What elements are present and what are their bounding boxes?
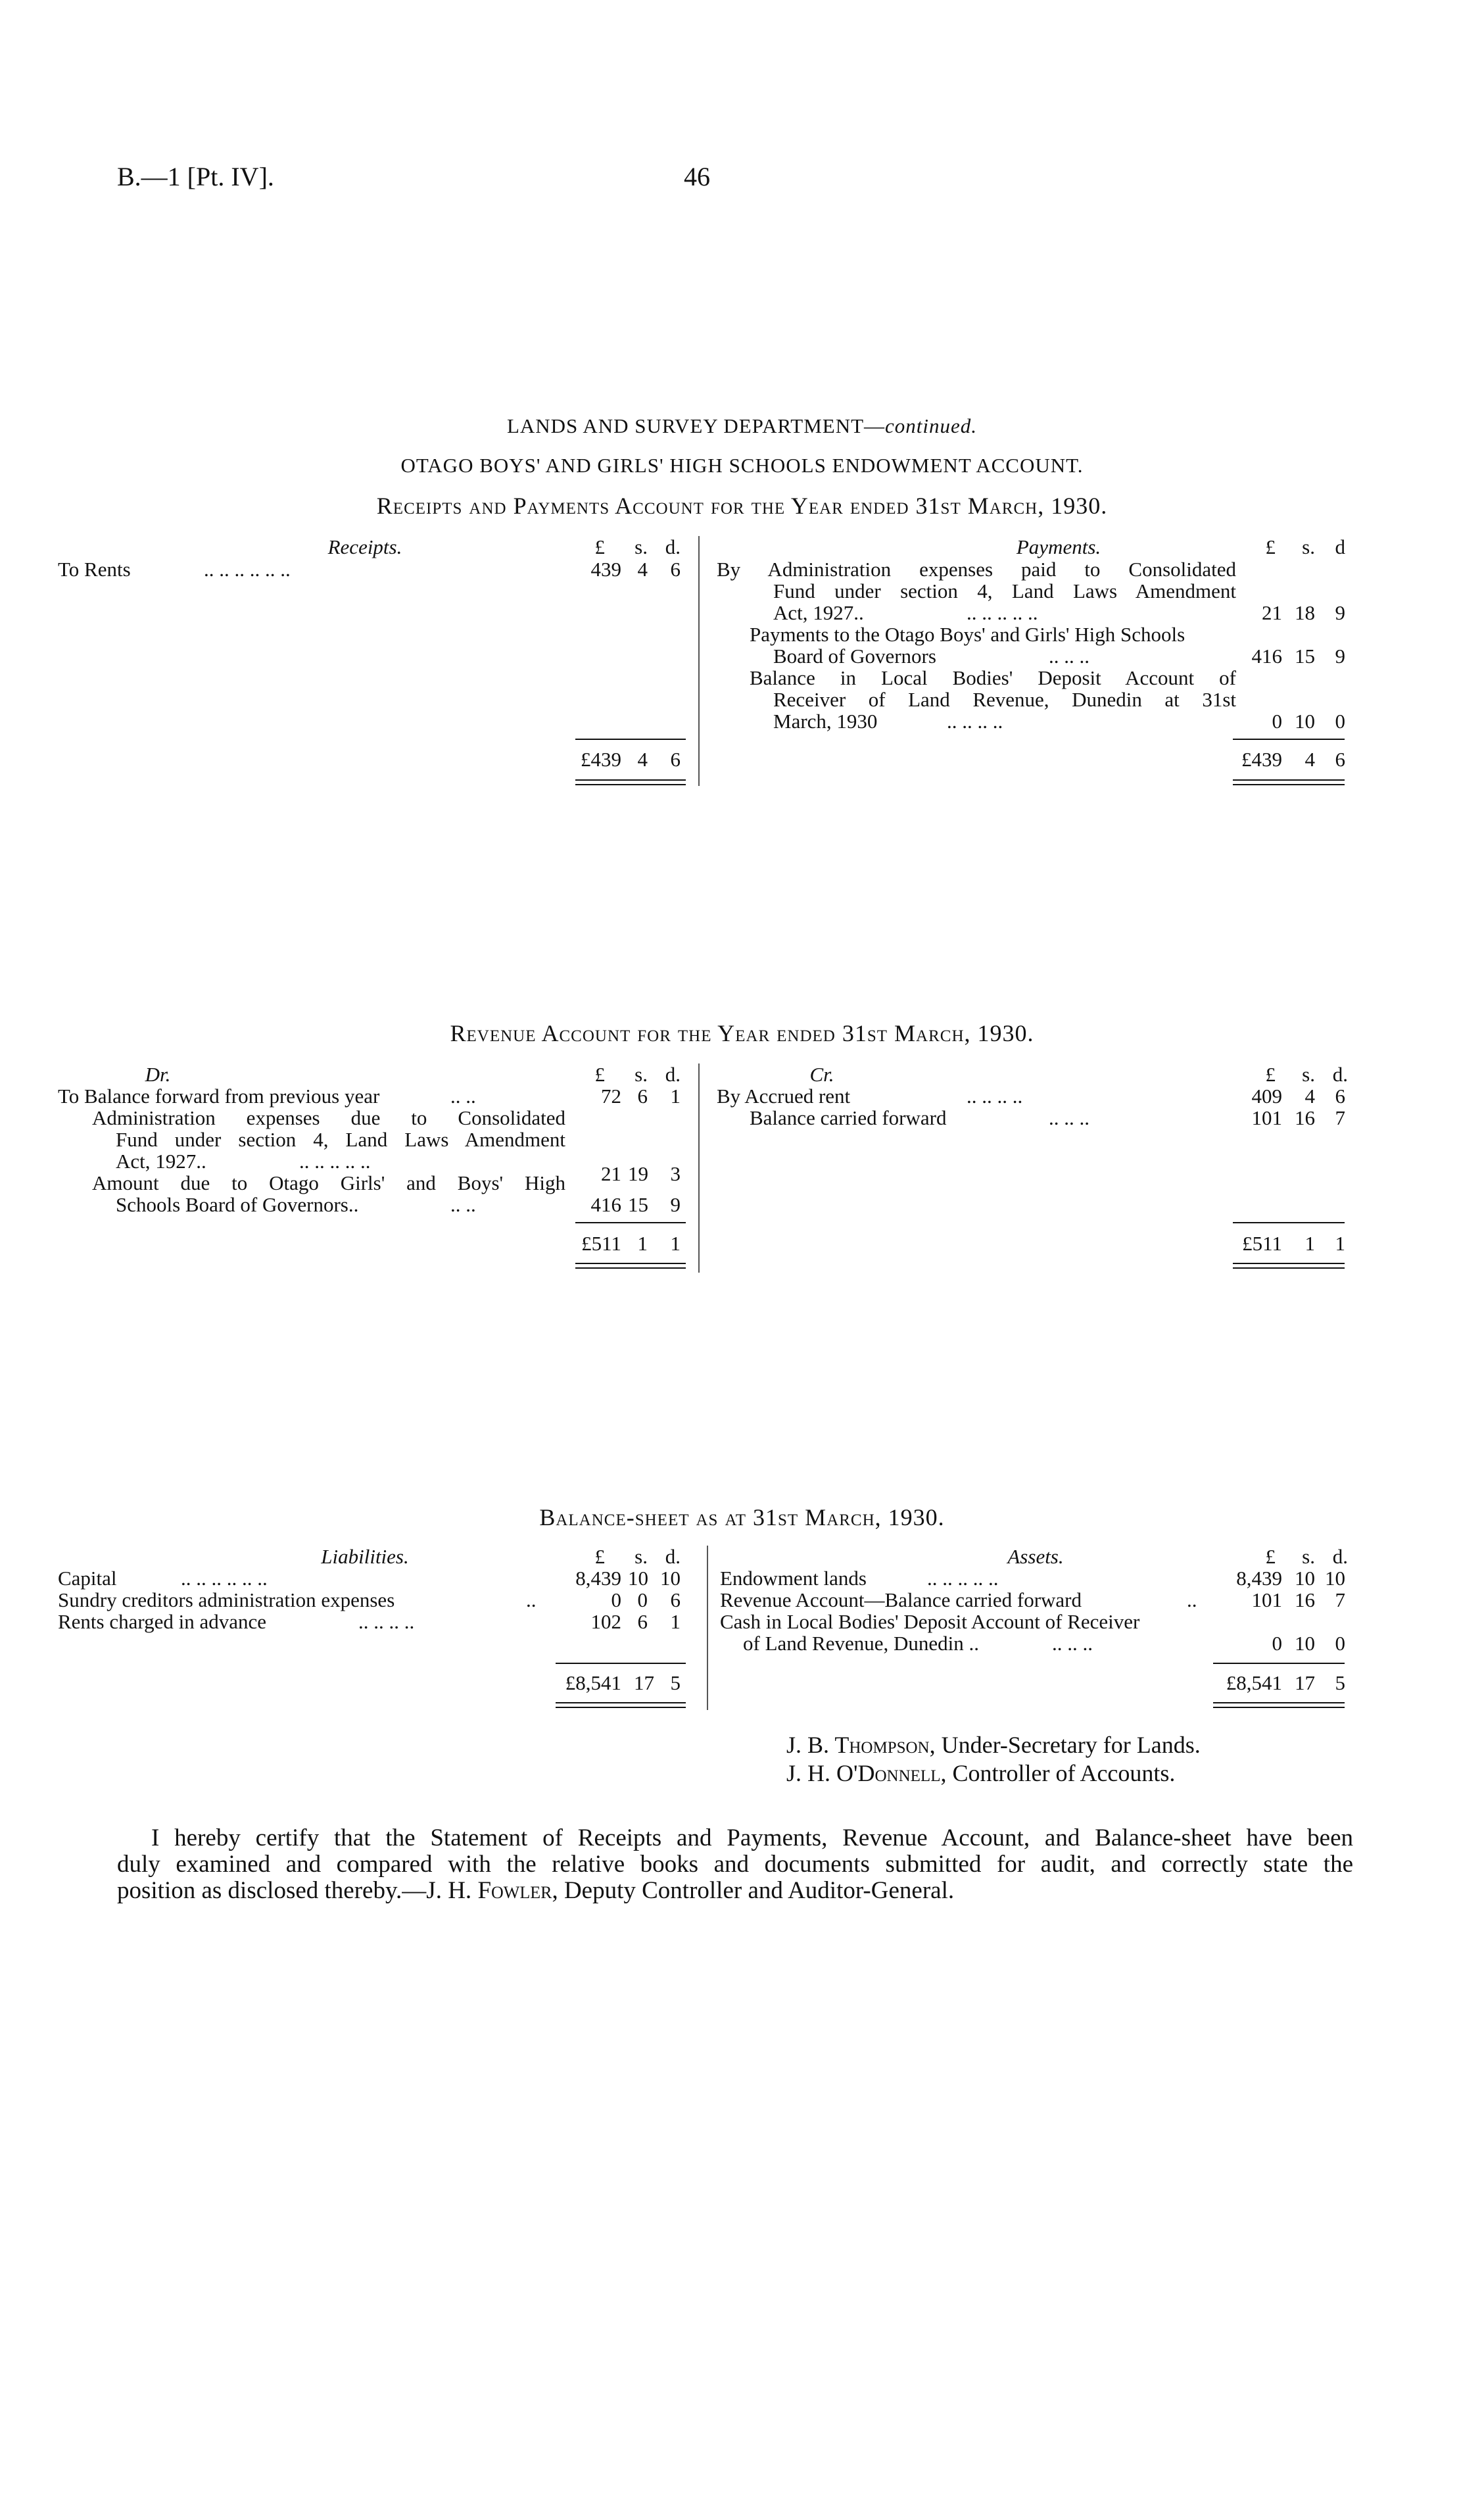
debit-1-shillings: 6 — [637, 1085, 648, 1108]
signatory-name: J. B. Thompson — [786, 1732, 930, 1758]
assets-double-rule-1 — [1213, 1702, 1345, 1703]
liability-2-pounds: 0 — [611, 1588, 621, 1611]
asset-1-pounds: 8,439 — [1236, 1567, 1282, 1590]
asset-2-pounds: 101 — [1251, 1588, 1282, 1611]
payment-2-pence: 9 — [1335, 645, 1345, 668]
liabilities-total-rule — [556, 1663, 686, 1664]
signatory-title: , Controller of Accounts. — [940, 1760, 1176, 1786]
debit-total-rule — [575, 1222, 686, 1223]
debit-1-label: To Balance forward from previous year — [58, 1085, 380, 1108]
page-reference: B.—1 [Pt. IV]. — [117, 162, 274, 191]
receipts-column-divider — [698, 536, 700, 786]
payment-1-line-1: By Administration expenses paid to Consolidated — [717, 558, 1236, 581]
signatory-title: , Under-Secretary for Lands. — [929, 1732, 1201, 1758]
debit-3-shillings: 15 — [628, 1193, 648, 1216]
credit-1-shillings: 4 — [1304, 1085, 1315, 1108]
certificate-text: position as disclosed thereby.—J. H. — [117, 1877, 478, 1904]
credit-2-label: Balance carried forward — [750, 1106, 947, 1129]
payments-total-pounds: £439 — [1241, 748, 1282, 771]
liability-1-pounds: 8,439 — [575, 1567, 621, 1590]
payments-shillings-header: s. — [1302, 535, 1315, 558]
asset-2-pence: 7 — [1335, 1588, 1345, 1611]
payment-1-pence: 9 — [1335, 601, 1345, 624]
auditor-name: Fowler — [477, 1877, 552, 1904]
receipt-pence: 6 — [670, 558, 681, 581]
asset-1-shillings: 10 — [1295, 1567, 1315, 1590]
liability-3-shillings: 6 — [637, 1610, 648, 1633]
payment-3-line-1: Balance in Local Bodies' Deposit Account of — [750, 666, 1236, 689]
credit-total-pounds: £511 — [1242, 1232, 1282, 1255]
payment-1-pounds: 21 — [1262, 601, 1282, 624]
receipt-shillings: 4 — [637, 558, 648, 581]
credit-2-pence: 7 — [1335, 1106, 1345, 1129]
credit-heading: Cr. — [809, 1063, 834, 1086]
debit-2-line-3: Act, 1927.. — [116, 1150, 206, 1173]
certificate-line-1: I hereby certify that the Statement of Receipts and Payments, Revenue Account, and Balance-sheet have been — [151, 1824, 1353, 1851]
debit-total-pence: 1 — [670, 1232, 681, 1255]
liabilities-shillings-header: s. — [634, 1545, 648, 1568]
liability-3-pence: 1 — [670, 1610, 681, 1633]
liability-1-pence: 10 — [660, 1567, 681, 1590]
debit-total-pounds: £511 — [581, 1232, 621, 1255]
certificate-line-3 — [117, 1878, 1353, 1904]
receipt-label: To Rents — [58, 558, 131, 581]
credit-1-pence: 6 — [1335, 1085, 1345, 1108]
receipts-total-rule — [575, 739, 686, 740]
liabilities-double-rule-2 — [556, 1707, 686, 1708]
assets-total-pence: 5 — [1335, 1671, 1345, 1694]
assets-heading: Assets. — [1007, 1545, 1064, 1568]
assets-total-shillings: 17 — [1295, 1671, 1315, 1694]
asset-3-pounds: 0 — [1272, 1632, 1282, 1655]
debit-3-pounds: 416 — [590, 1193, 621, 1216]
debit-1-pence: 1 — [670, 1085, 681, 1108]
debit-3-line-1: Amount due to Otago Girls' and Boys' High — [92, 1171, 565, 1194]
credit-1-leaders: .. .. .. .. — [967, 1085, 1023, 1108]
debit-1-pounds: 72 — [601, 1085, 621, 1108]
payments-total-rule — [1233, 739, 1345, 740]
liabilities-pence-header: d. — [665, 1545, 681, 1568]
payments-pounds-header: £ — [1265, 535, 1276, 558]
payment-3-leaders: .. .. .. .. — [947, 710, 1003, 733]
receipts-total-pence: 6 — [670, 748, 681, 771]
credit-pounds-header: £ — [1265, 1063, 1276, 1086]
liability-1-shillings: 10 — [628, 1567, 648, 1590]
assets-total-rule — [1213, 1663, 1345, 1664]
credit-2-shillings: 16 — [1295, 1106, 1315, 1129]
credit-2-leaders: .. .. .. — [1049, 1106, 1089, 1129]
payment-2-pounds: 416 — [1251, 645, 1282, 668]
debit-pounds-header: £ — [594, 1063, 605, 1086]
revenue-column-divider — [698, 1064, 700, 1273]
receipts-double-rule-2 — [575, 784, 686, 785]
revenue-account-title: Revenue Account for the Year ended 31st March, 1930. — [450, 1020, 1034, 1046]
payment-1-line-2: Fund under section 4, Land Laws Amendment — [773, 579, 1236, 602]
credit-double-rule-1 — [1233, 1263, 1345, 1264]
debit-2-pounds: 21 — [601, 1162, 621, 1185]
signature-under-secretary — [786, 1731, 1201, 1759]
liability-3-leaders: .. .. .. .. — [358, 1610, 415, 1633]
payments-pence-header: d — [1335, 535, 1345, 558]
debit-2-leaders: .. .. .. .. .. — [299, 1150, 371, 1173]
debit-pence-header: d. — [665, 1063, 681, 1086]
debit-double-rule-1 — [575, 1263, 686, 1264]
assets-total-pounds: £8,541 — [1226, 1671, 1282, 1694]
payments-double-rule-1 — [1233, 779, 1345, 781]
liability-3-pounds: 102 — [590, 1610, 621, 1633]
payment-2-shillings: 15 — [1295, 645, 1315, 668]
credit-2-pounds: 101 — [1251, 1106, 1282, 1129]
payments-total-shillings: 4 — [1304, 748, 1315, 771]
department-name: LANDS AND SURVEY DEPARTMENT— — [506, 414, 886, 437]
balance-column-divider — [707, 1546, 708, 1710]
liability-1-leaders: .. .. .. .. .. .. — [181, 1567, 268, 1590]
asset-3-pence: 0 — [1335, 1632, 1345, 1655]
payment-2-line-2: Board of Governors — [773, 645, 936, 668]
liability-1-label: Capital — [58, 1567, 117, 1590]
payment-1-leaders: .. .. .. .. .. — [967, 601, 1038, 624]
asset-1-pence: 10 — [1325, 1567, 1345, 1590]
liabilities-total-pence: 5 — [670, 1671, 681, 1694]
receipts-pence-header: d. — [665, 535, 681, 558]
payment-3-shillings: 10 — [1295, 710, 1315, 733]
payment-3-pence: 0 — [1335, 710, 1345, 733]
debit-2-line-2: Fund under section 4, Land Laws Amendment — [116, 1128, 565, 1151]
liability-2-leaders: .. — [526, 1588, 537, 1611]
liabilities-total-pounds: £8,541 — [565, 1671, 621, 1694]
asset-2-leaders: .. — [1187, 1588, 1197, 1611]
asset-2-shillings: 16 — [1295, 1588, 1315, 1611]
payments-heading: Payments. — [1016, 535, 1101, 558]
receipts-heading: Receipts. — [327, 535, 402, 558]
debit-1-leaders: .. .. — [450, 1085, 476, 1108]
receipts-pounds-header: £ — [594, 535, 605, 558]
payment-1-shillings: 18 — [1295, 601, 1315, 624]
receipts-total-pounds: £439 — [581, 748, 621, 771]
payments-total-pence: 6 — [1335, 748, 1345, 771]
debit-shillings-header: s. — [634, 1063, 648, 1086]
receipt-pounds: 439 — [590, 558, 621, 581]
debit-3-pence: 9 — [670, 1193, 681, 1216]
department-continued: continued. — [885, 414, 978, 437]
receipt-leaders: .. .. .. .. .. .. — [204, 558, 291, 581]
page-number: 46 — [684, 162, 710, 191]
asset-1-leaders: .. .. .. .. .. — [927, 1567, 999, 1590]
credit-total-pence: 1 — [1335, 1232, 1345, 1255]
payment-1-line-3: Act, 1927.. — [773, 601, 864, 624]
receipts-total-shillings: 4 — [637, 748, 648, 771]
credit-1-pounds: 409 — [1251, 1085, 1282, 1108]
signature-controller — [786, 1759, 1175, 1787]
debit-2-shillings: 19 — [628, 1162, 648, 1185]
credit-double-rule-2 — [1233, 1267, 1345, 1269]
receipts-payments-title: Receipts and Payments Account for the Year ended 31st March, 1930. — [376, 493, 1108, 519]
liability-3-label: Rents charged in advance — [58, 1610, 267, 1633]
asset-2-label: Revenue Account—Balance carried forward — [720, 1588, 1082, 1611]
debit-2-pence: 3 — [670, 1162, 681, 1185]
payment-3-line-2: Receiver of Land Revenue, Dunedin at 31st — [773, 688, 1236, 711]
assets-pounds-header: £ — [1265, 1545, 1276, 1568]
debit-total-shillings: 1 — [637, 1232, 648, 1255]
asset-3-line-2: of Land Revenue, Dunedin .. — [743, 1632, 979, 1655]
payment-2-line-1: Payments to the Otago Boys' and Girls' High Schools — [750, 623, 1185, 646]
liability-2-label: Sundry creditors administration expenses — [58, 1588, 395, 1611]
receipts-double-rule-1 — [575, 779, 686, 781]
debit-3-leaders: .. .. — [450, 1193, 476, 1216]
payment-3-line-3: March, 1930 — [773, 710, 878, 733]
liabilities-pounds-header: £ — [594, 1545, 605, 1568]
auditor-title: , Deputy Controller and Auditor-General. — [552, 1877, 955, 1904]
department-heading — [0, 414, 1484, 438]
certificate-line-2: duly examined and compared with the relative books and documents submitted for audit, and correctly state the — [117, 1851, 1353, 1878]
debit-3-line-2: Schools Board of Governors.. — [116, 1193, 359, 1216]
payment-3-pounds: 0 — [1272, 710, 1282, 733]
receipts-shillings-header: s. — [634, 535, 648, 558]
payment-2-leaders: .. .. .. — [1049, 645, 1089, 668]
credit-total-rule — [1233, 1222, 1345, 1223]
assets-pence-header: d. — [1332, 1545, 1348, 1568]
assets-double-rule-2 — [1213, 1707, 1345, 1708]
liabilities-heading: Liabilities. — [321, 1545, 409, 1568]
assets-shillings-header: s. — [1302, 1545, 1315, 1568]
account-heading: OTAGO BOYS' AND GIRLS' HIGH SCHOOLS ENDOWMENT ACCOUNT. — [400, 454, 1084, 477]
credit-shillings-header: s. — [1302, 1063, 1315, 1086]
asset-1-label: Endowment lands — [720, 1567, 867, 1590]
liabilities-total-shillings: 17 — [634, 1671, 654, 1694]
asset-3-shillings: 10 — [1295, 1632, 1315, 1655]
credit-pence-header: d. — [1332, 1063, 1348, 1086]
liability-2-shillings: 0 — [637, 1588, 648, 1611]
liability-2-pence: 6 — [670, 1588, 681, 1611]
credit-1-label: By Accrued rent — [717, 1085, 851, 1108]
balance-sheet-title: Balance-sheet as at 31st March, 1930. — [539, 1504, 945, 1530]
asset-3-line-1: Cash in Local Bodies' Deposit Account of Receiver — [720, 1610, 1140, 1633]
credit-total-shillings: 1 — [1304, 1232, 1315, 1255]
debit-heading: Dr. — [145, 1063, 171, 1086]
asset-3-leaders: .. .. .. — [1052, 1632, 1093, 1655]
debit-double-rule-2 — [575, 1267, 686, 1269]
payments-double-rule-2 — [1233, 784, 1345, 785]
audit-certificate — [117, 1825, 1353, 1904]
debit-2-line-1: Administration expenses due to Consolidated — [92, 1106, 565, 1129]
liabilities-double-rule-1 — [556, 1702, 686, 1703]
signatory-name: J. H. O'Donnell — [786, 1760, 941, 1786]
